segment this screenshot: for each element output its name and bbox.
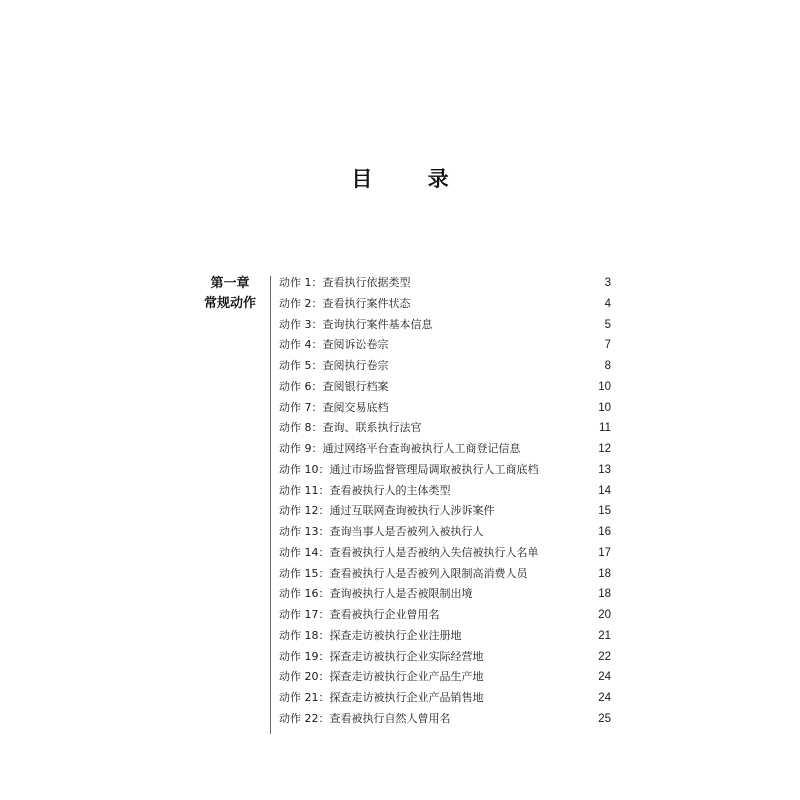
toc-entry[interactable] (279, 647, 611, 668)
toc-entry-title: 动作 15：查看被执行人是否被列入限制高消费人员 (279, 566, 528, 580)
toc-entry-title: 动作 17：查看被执行企业曾用名 (279, 608, 440, 621)
chapter-number: 第一章 (210, 276, 250, 291)
toc-entry-page-number: 24 (598, 671, 611, 684)
toc-entry[interactable] (279, 460, 611, 481)
toc-entry-page-number: 25 (598, 712, 611, 725)
toc-entry[interactable] (279, 418, 611, 439)
toc-entry-page-number: 5 (604, 318, 611, 331)
toc-entry-title: 动作 2：查看执行案件状态 (279, 296, 411, 310)
toc-entry-title: 动作 14：查看被执行人是否被纳入失信被执行人名单 (279, 545, 539, 559)
toc-entry-page-number: 18 (598, 567, 611, 580)
toc-entry[interactable] (279, 688, 611, 709)
toc-entry-page-number: 10 (598, 380, 611, 393)
toc-entry[interactable] (279, 626, 611, 647)
chapter-name: 常规动作 (203, 296, 256, 311)
toc-entry-title: 动作 10：通过市场监督管理局调取被执行人工商底档 (279, 462, 539, 476)
chapter-divider-line (270, 276, 271, 734)
toc-entry-page-number: 13 (598, 463, 611, 476)
toc-entry-title: 动作 12：通过互联网查询被执行人涉诉案件 (279, 504, 495, 518)
toc-entry-title: 动作 13：查询当事人是否被列入被执行人 (279, 525, 484, 538)
toc-entry-title: 动作 21：探查走访被执行企业产品销售地 (279, 691, 484, 704)
toc-entry-title: 动作 3：查询执行案件基本信息 (279, 317, 433, 331)
toc-entry[interactable] (279, 335, 611, 356)
toc-entry[interactable] (279, 522, 611, 543)
toc-entry[interactable] (279, 501, 611, 522)
toc-entry[interactable] (279, 564, 611, 585)
toc-entry-page-number: 8 (604, 360, 611, 372)
toc-entry-page-number: 4 (604, 297, 611, 310)
toc-entry-page-number: 16 (598, 526, 611, 538)
toc-entry-page-number: 10 (598, 401, 611, 414)
toc-entry-page-number: 11 (599, 422, 611, 435)
toc-entry[interactable] (279, 543, 611, 564)
toc-entry-title: 动作 4：查阅诉讼卷宗 (279, 338, 389, 352)
toc-entry-title: 动作 20：探查走访被执行企业产品生产地 (279, 670, 484, 684)
toc-entry[interactable] (279, 398, 611, 419)
toc-entry-title: 动作 6：查阅银行档案 (279, 379, 389, 393)
toc-entry-title: 动作 1：查看执行依据类型 (279, 276, 411, 289)
toc-entry[interactable] (279, 439, 611, 460)
toc-entry[interactable] (279, 273, 611, 294)
toc-entry-page-number: 7 (604, 339, 611, 352)
toc-entry-page-number: 14 (598, 484, 611, 497)
toc-entry[interactable] (279, 584, 611, 605)
toc-entry-title: 动作 16：查询被执行人是否被限制出境 (279, 587, 473, 601)
toc-entry-title: 动作 11：查看被执行人的主体类型 (279, 483, 451, 497)
toc-entry-page-number: 18 (598, 588, 611, 601)
page-title: 目 录 (351, 166, 473, 191)
toc-entry-title: 动作 8：查询、联系执行法官 (279, 421, 422, 435)
toc-entry-page-number: 22 (598, 650, 611, 663)
toc-entry-title: 动作 19：探查走访被执行企业实际经营地 (279, 649, 484, 663)
toc-entry-page-number: 17 (598, 546, 611, 559)
toc-entry[interactable] (279, 356, 611, 377)
toc-entry-page-number: 21 (598, 629, 611, 642)
toc-entry[interactable] (279, 667, 611, 688)
toc-entry[interactable] (279, 315, 611, 336)
toc-entry-page-number: 3 (604, 277, 611, 289)
toc-entry-title: 动作 9：通过网络平台查询被执行人工商登记信息 (279, 442, 521, 455)
toc-entry-title: 动作 5：查阅执行卷宗 (279, 359, 389, 372)
toc-entry-title: 动作 18：探查走访被执行企业注册地 (279, 628, 462, 642)
toc-entry[interactable] (279, 294, 611, 315)
toc-entry-page-number: 15 (598, 505, 611, 518)
toc-entry[interactable] (279, 377, 611, 398)
toc-entry-page-number: 20 (598, 609, 611, 621)
toc-entry-list (279, 273, 611, 730)
toc-entry-page-number: 24 (598, 692, 611, 704)
toc-entry[interactable] (279, 481, 611, 502)
toc-entry-page-number: 12 (598, 443, 611, 455)
chapter-heading (196, 274, 264, 314)
toc-entry-title: 动作 7：查阅交易底档 (279, 400, 389, 414)
toc-entry[interactable] (279, 709, 611, 730)
toc-entry-title: 动作 22：查看被执行自然人曾用名 (279, 711, 451, 725)
toc-entry[interactable] (279, 605, 611, 626)
